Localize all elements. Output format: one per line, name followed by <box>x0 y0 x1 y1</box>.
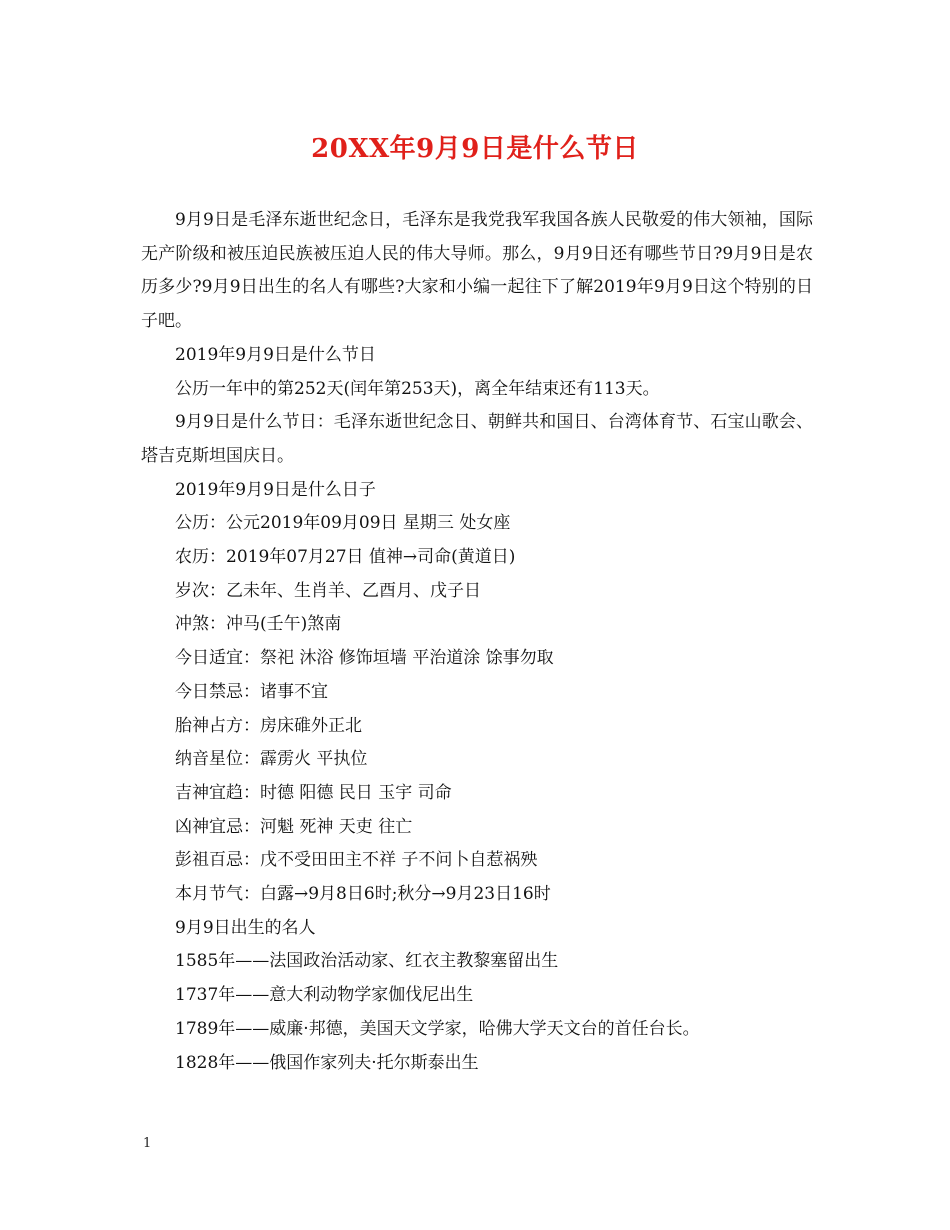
paragraph: 1585年——法国政治活动家、红衣主教黎塞留出生 <box>175 951 559 972</box>
paragraph: 吉神宜趋：时德 阳德 民日 玉宇 司命 <box>175 782 452 803</box>
paragraph: 公历一年中的第252天(闰年第253天)，离全年结束还有113天。 <box>175 378 660 399</box>
document-title: 20XX年9月9日是什么节日 <box>311 134 639 164</box>
paragraph: 纳音星位：霹雳火 平执位 <box>175 749 368 770</box>
paragraph: 胎神占方：房床碓外正北 <box>175 715 362 736</box>
paragraph: 1789年——威廉·邦德，美国天文学家，哈佛大学天文台的首任台长。 <box>175 1018 700 1039</box>
page-number: 1 <box>143 1136 152 1151</box>
paragraph: 本月节气：白露→9月8日6时;秋分→9月23日16时 <box>175 884 551 905</box>
paragraph: 9月9日是什么节日：毛泽东逝世纪念日、朝鲜共和国日、台湾体育节、石宝山歌会、塔吉克斯坦国庆日。 <box>141 412 813 466</box>
paragraph: 农历：2019年07月27日 值神→司命(黄道日) <box>175 547 516 568</box>
paragraph: 9月9日出生的名人 <box>175 917 316 938</box>
paragraph: 彭祖百忌：戊不受田田主不祥 子不问卜自惹祸殃 <box>175 850 538 871</box>
paragraph: 2019年9月9日是什么节日 <box>175 344 376 365</box>
paragraph: 冲煞：冲马(壬午)煞南 <box>175 614 342 635</box>
paragraph: 1737年——意大利动物学家伽伐尼出生 <box>175 985 474 1006</box>
paragraph: 公历：公元2019年09月09日 星期三 处女座 <box>175 513 511 534</box>
paragraph: 1828年——俄国作家列夫·托尔斯泰出生 <box>175 1052 479 1073</box>
paragraph: 岁次：乙未年、生肖羊、乙酉月、戊子日 <box>175 580 481 601</box>
paragraph: 9月9日是毛泽东逝世纪念日，毛泽东是我党我军我国各族人民敬爱的伟大领袖，国际无产阶级和被压迫民族被压迫人民的伟大导师。那么，9月9日还有哪些节日?9月9日是农历多少?9月9日出生的名人有哪些?大家和小编一起往下了解2019年9月9日这个特别的日子吧。 <box>141 210 813 332</box>
paragraph: 今日适宜：祭祀 沐浴 修饰垣墙 平治道涂 馀事勿取 <box>175 648 554 669</box>
paragraph: 今日禁忌：诸事不宜 <box>175 681 328 702</box>
document-body <box>141 204 813 1080</box>
paragraph: 凶神宜忌：河魁 死神 天吏 往亡 <box>175 816 413 837</box>
paragraph: 2019年9月9日是什么日子 <box>175 479 376 500</box>
